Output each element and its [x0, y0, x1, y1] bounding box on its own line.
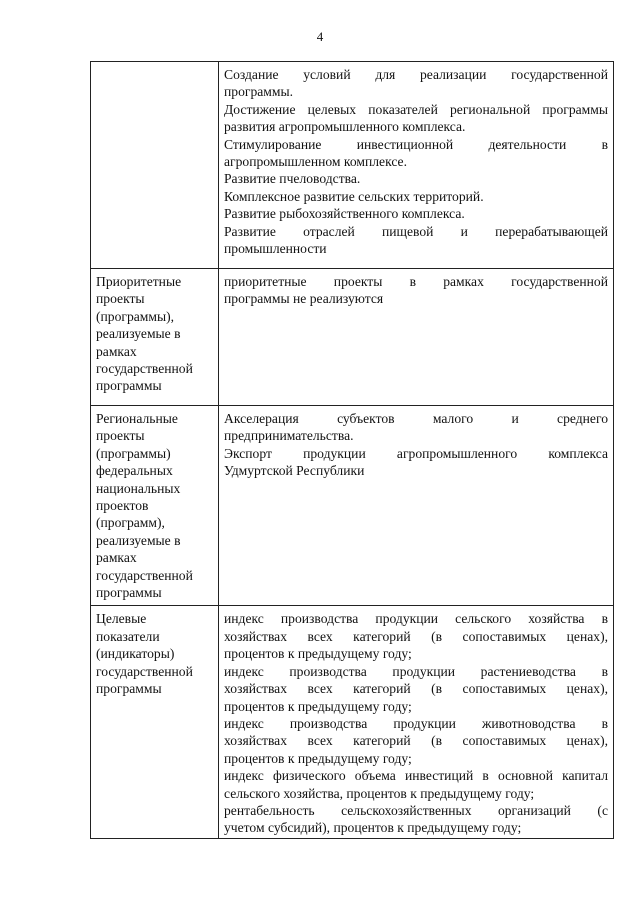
- label-line: программы: [96, 585, 162, 601]
- label-line: Региональные: [96, 411, 178, 426]
- label-line: реализуемые в: [96, 532, 181, 548]
- label-line: (программы),: [96, 308, 175, 324]
- value-line: процентов к предыдущему году;: [224, 698, 412, 714]
- value-line: промышленности: [224, 241, 327, 257]
- value-line: индекс производства продукции сельского хозяйства в: [224, 611, 608, 627]
- page-number: 4: [316, 29, 324, 44]
- table-row: [91, 269, 614, 406]
- label-line: государственной: [96, 663, 193, 679]
- label-line: Приоритетные: [96, 274, 182, 289]
- value-line: индекс физического объема инвестиций в основной капитал: [224, 768, 608, 784]
- value-line: Создание условий для реализации государственной: [224, 67, 608, 82]
- label-line: государственной: [96, 567, 193, 583]
- value-line: хозяйствах всех категорий (в сопоставимых ценах),: [224, 733, 608, 749]
- label-line: проекты: [96, 291, 145, 307]
- row-value-cell: [219, 606, 614, 839]
- value-line: агропромышленном комплексе.: [224, 154, 407, 170]
- value-line: Комплексное развитие сельских территорий.: [224, 188, 484, 204]
- value-line: хозяйствах всех категорий (в сопоставимых ценах),: [224, 681, 608, 697]
- value-line: Удмуртской Республики: [224, 463, 365, 479]
- row-label-cell: [91, 269, 219, 406]
- value-line: индекс производства продукции животноводства в: [224, 715, 608, 731]
- row-value-cell: [219, 269, 614, 406]
- label-line: рамках: [96, 550, 137, 566]
- value-line: развития агропромышленного комплекса.: [224, 119, 466, 135]
- row-value-cell: [219, 62, 614, 269]
- label-line: проектов: [96, 498, 149, 514]
- label-line: Целевые: [96, 611, 147, 627]
- table-row: [91, 606, 614, 839]
- value-line: сельского хозяйства, процентов к предыдущему году;: [224, 785, 535, 801]
- value-line: программы.: [224, 84, 294, 100]
- label-line: государственной: [96, 361, 193, 377]
- value-line: рентабельность сельскохозяйственных организаций (с: [224, 802, 608, 818]
- row-label-cell: [91, 62, 219, 269]
- label-line: программы: [96, 681, 162, 697]
- value-line: процентов к предыдущему году;: [224, 646, 412, 662]
- value-line: предпринимательства.: [224, 428, 354, 444]
- row-label-cell: [91, 406, 219, 606]
- table-row: [91, 62, 614, 269]
- value-line: Экспорт продукции агропромышленного комплекса: [224, 445, 608, 461]
- value-line: учетом субсидий), процентов к предыдущему году;: [224, 820, 522, 836]
- label-line: (программы): [96, 445, 171, 461]
- value-line: Стимулирование инвестиционной деятельности в: [224, 136, 608, 152]
- label-line: рамках: [96, 343, 137, 359]
- value-line: процентов к предыдущему году;: [224, 750, 412, 766]
- label-line: программы: [96, 378, 162, 394]
- value-line: программы не реализуются: [224, 291, 384, 307]
- label-line: показатели: [96, 628, 160, 644]
- table-row: [91, 406, 614, 606]
- value-line: Развитие отраслей пищевой и перерабатывающей: [224, 223, 608, 239]
- program-passport-table: [90, 61, 614, 839]
- value-line: Развитие рыбохозяйственного комплекса.: [224, 206, 465, 222]
- label-line: федеральных: [96, 463, 173, 479]
- value-line: приоритетные проекты в рамках государственной: [224, 274, 608, 289]
- value-line: хозяйствах всех категорий (в сопоставимых ценах),: [224, 628, 608, 644]
- value-line: Акселерация субъектов малого и среднего: [224, 411, 608, 426]
- value-line: Достижение целевых показателей региональной программы: [224, 101, 608, 117]
- label-line: (индикаторы): [96, 646, 175, 662]
- label-line: реализуемые в: [96, 326, 181, 342]
- row-label-cell: [91, 606, 219, 839]
- label-line: национальных: [96, 480, 181, 496]
- value-line: индекс производства продукции растениеводства в: [224, 663, 608, 679]
- value-line: Развитие пчеловодства.: [224, 171, 361, 187]
- label-line: проекты: [96, 428, 145, 444]
- row-value-cell: [219, 406, 614, 606]
- label-line: (программ),: [96, 515, 165, 531]
